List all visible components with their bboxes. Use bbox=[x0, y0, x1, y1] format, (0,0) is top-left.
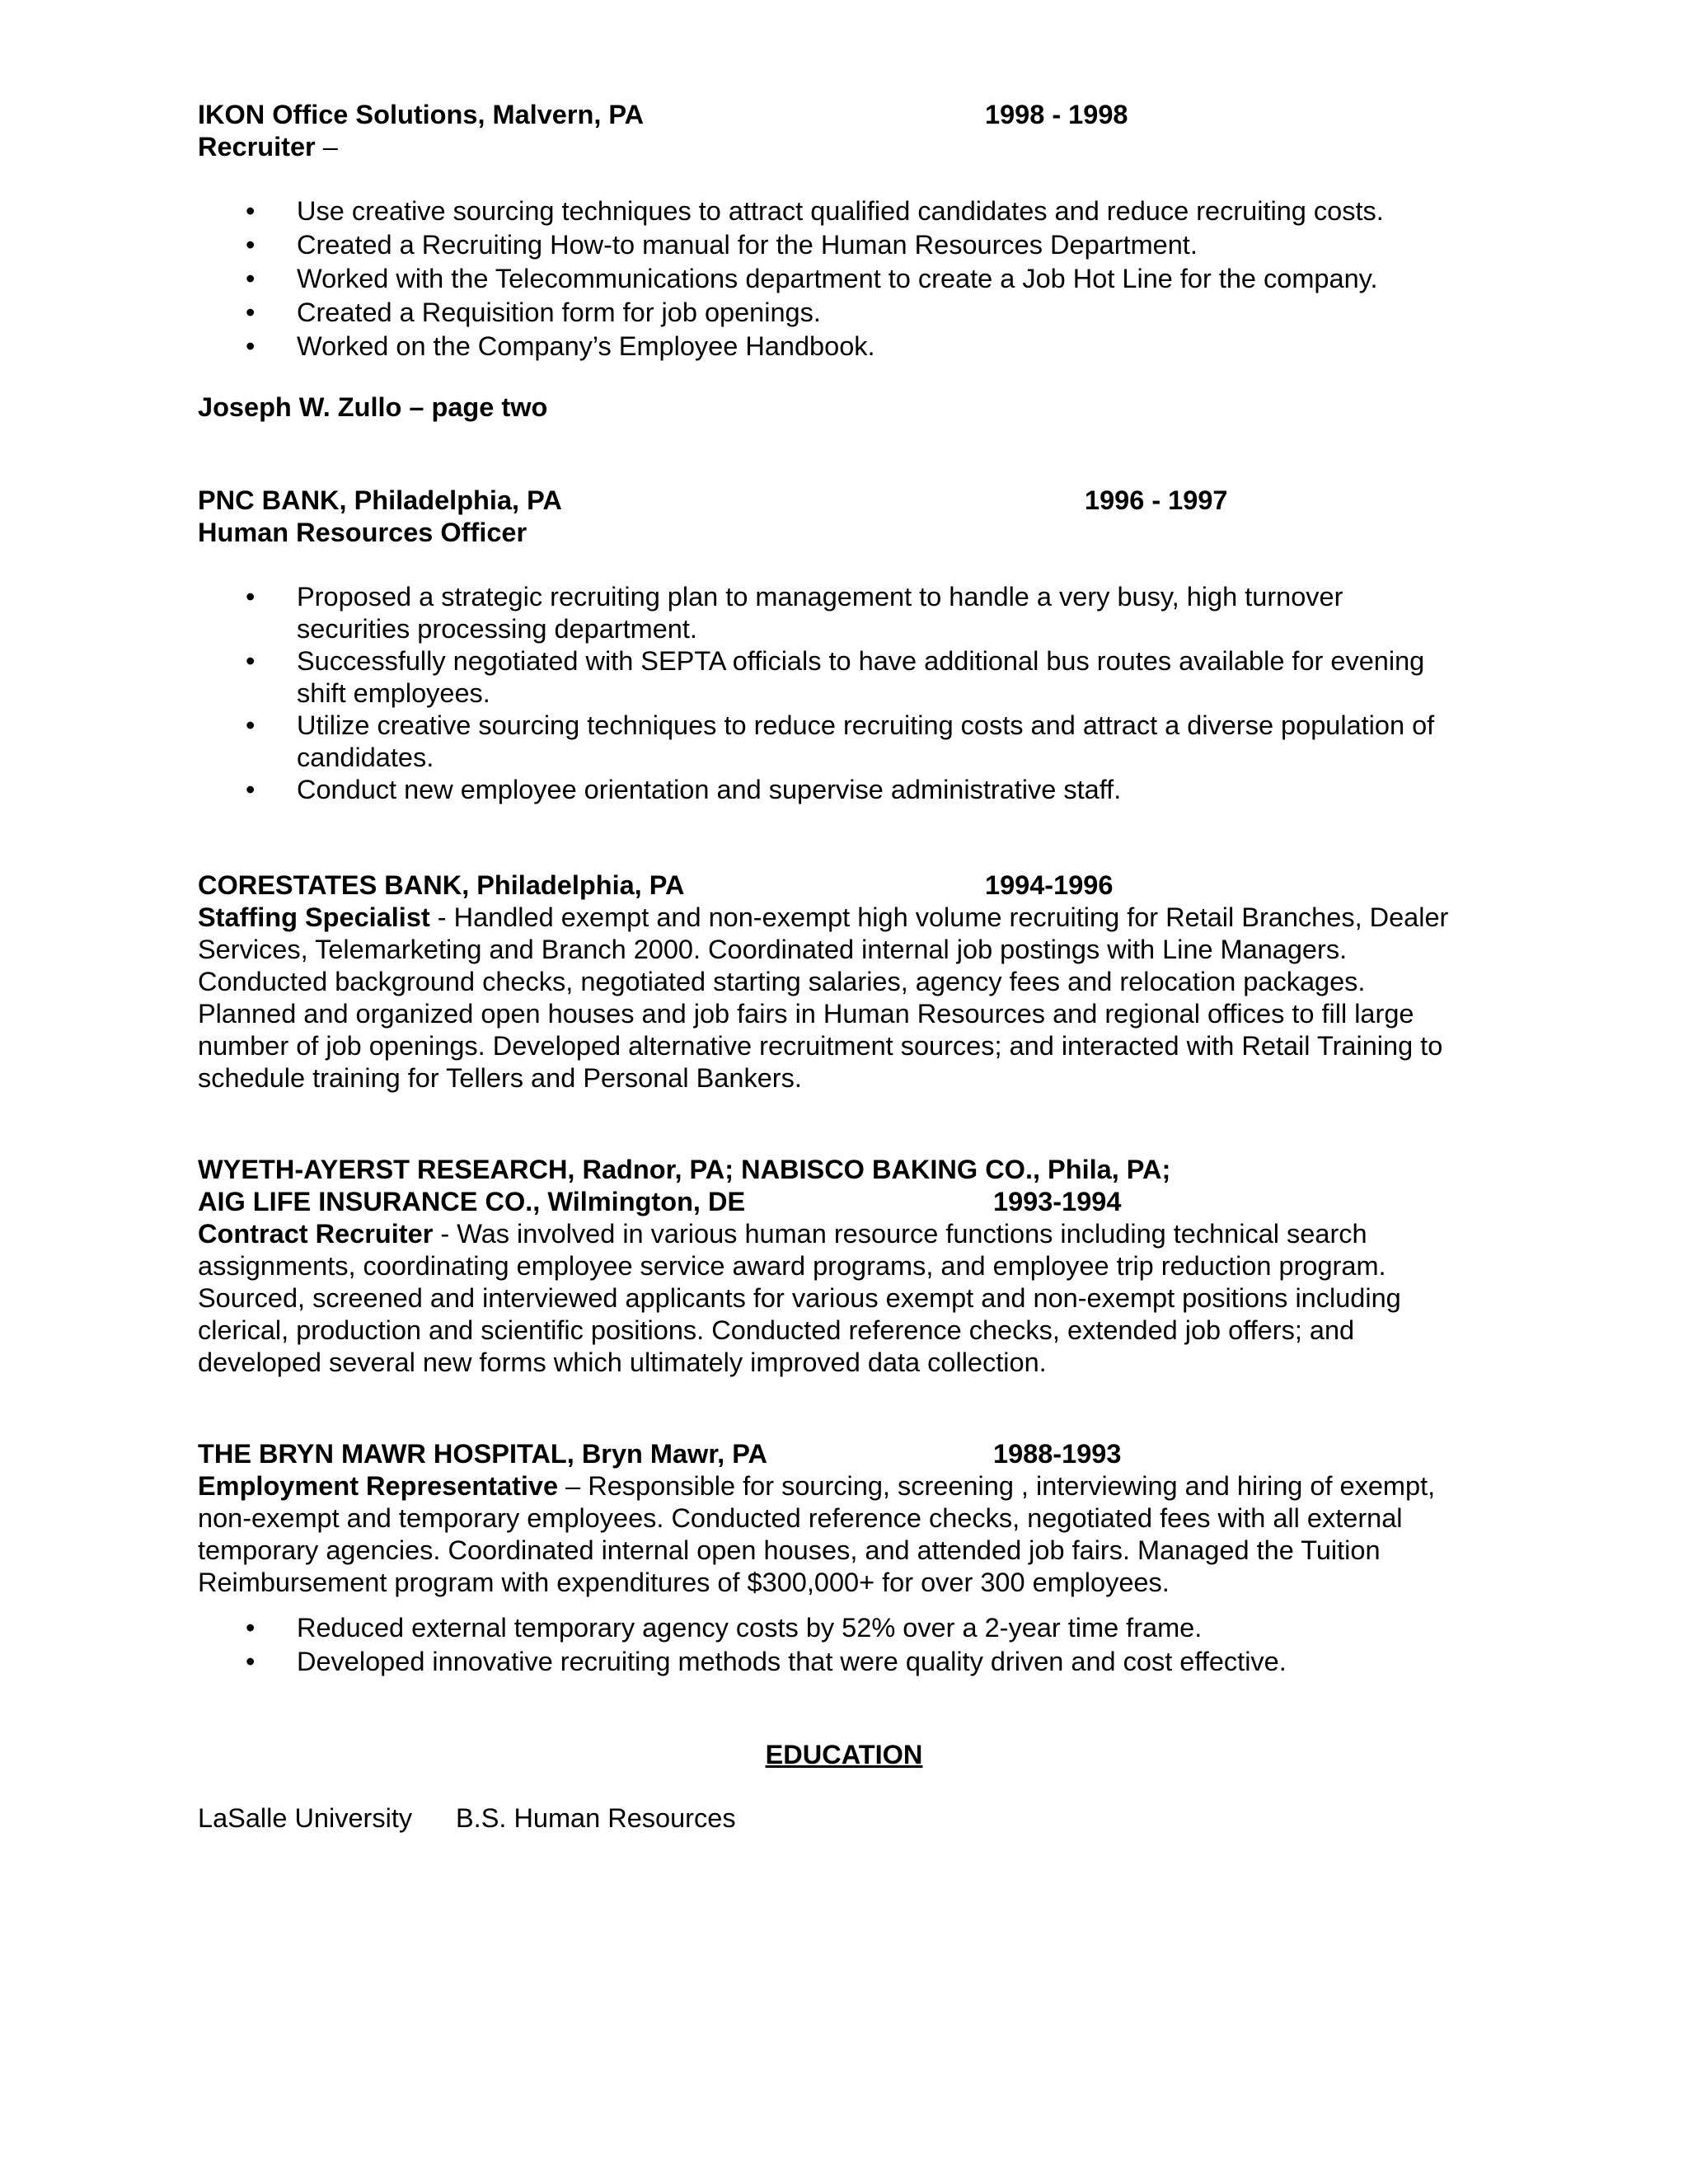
list-item: • Proposed a strategic recruiting plan to management to handle a very busy, high turnover securities processing department. bbox=[246, 582, 1343, 644]
bullet-icon: • bbox=[246, 710, 256, 740]
brynmawr-company: THE BRYN MAWR HOSPITAL, Bryn Mawr, PA bbox=[198, 1439, 767, 1469]
pnc-dates: 1996 - 1997 bbox=[1085, 485, 1228, 515]
list-item: • Conduct new employee orientation and supervise administrative staff. bbox=[246, 775, 1122, 804]
contract-title: Contract Recruiter bbox=[198, 1219, 434, 1249]
brynmawr-dates: 1988-1993 bbox=[993, 1439, 1122, 1469]
education-entry bbox=[198, 1802, 1500, 1835]
pnc-company: PNC BANK, Philadelphia, PA bbox=[198, 485, 562, 515]
bullet-icon: • bbox=[246, 264, 256, 293]
ikon-dates: 1998 - 1998 bbox=[985, 100, 1128, 129]
list-item: • Developed innovative recruiting methods that were quality driven and cost effective. bbox=[246, 1647, 1287, 1676]
list-item: • Reduced external temporary agency costs by 52% over a 2-year time frame. bbox=[246, 1613, 1203, 1643]
bullet-icon: • bbox=[246, 1647, 256, 1676]
pnc-bullets bbox=[198, 581, 1500, 806]
pnc-title: Human Resources Officer bbox=[198, 518, 528, 547]
ikon-title: Recruiter bbox=[198, 132, 316, 162]
list-item: • Successfully negotiated with SEPTA officials to have additional bus routes available for evening shift employees. bbox=[246, 646, 1425, 708]
list-item: • Use creative sourcing techniques to attract qualified candidates and reduce recruiting costs. bbox=[246, 196, 1384, 226]
bullet-icon: • bbox=[246, 1613, 256, 1643]
brynmawr-title: Employment Representative bbox=[198, 1471, 559, 1501]
page-title: Joseph W. Zullo – page two bbox=[198, 392, 548, 422]
brynmawr-section: THE BRYN MAWR HOSPITAL, Bryn Mawr, PA 1988-1993 Employment Representative – Responsible for sourcing, screening , interviewing and hiring of exempt, non-exempt and temporary employees. Conducted reference checks, negotiated fees with all external temporary agencies. Coordinated internal open houses, and attended job fairs. Managed the Tuition Reimbursement program with expenditures of $300,000+ for over 300 employees. bbox=[198, 1439, 1436, 1597]
contract-dates: 1993-1994 bbox=[993, 1187, 1122, 1216]
corestates-title: Staffing Specialist bbox=[198, 902, 430, 932]
list-item: • Created a Recruiting How-to manual for the Human Resources Department. bbox=[246, 230, 1198, 260]
corestates-section: CORESTATES BANK, Philadelphia, PA 1994-1996 Staffing Specialist - Handled exempt and non-exempt high volume recruiting for Retail Branches, Dealer Services, Telemarketing and Branch 2000. Coordinated internal job postings with Line Managers. Conducted background checks, negotiated starting salaries, agency fees and relocation packages. Planned and organized open houses and job fairs in Human Resources and regional offices to fill large number of job openings. Developed alternative recruitment sources; and interacted with Retail Training to schedule training for Tellers and Personal Bankers. bbox=[198, 870, 1449, 1093]
ikon-bullets bbox=[198, 195, 1500, 363]
corestates-dates: 1994-1996 bbox=[985, 870, 1114, 900]
ikon-title-suffix: – bbox=[315, 132, 338, 162]
corestates-company: CORESTATES BANK, Philadelphia, PA bbox=[198, 870, 685, 900]
bullet-icon: • bbox=[246, 196, 256, 226]
list-item: • Utilize creative sourcing techniques to reduce recruiting costs and attract a diverse population of candidates. bbox=[246, 710, 1435, 772]
bullet-icon: • bbox=[246, 331, 256, 361]
bullet-icon: • bbox=[246, 298, 256, 327]
contract-companies-1: WYETH-AYERST RESEARCH, Radnor, PA; NABISCO BAKING CO., Phila, PA; bbox=[198, 1155, 1171, 1184]
contract-section: WYETH-AYERST RESEARCH, Radnor, PA; NABISCO BAKING CO., Phila, PA; AIG LIFE INSURANCE CO., Wilmington, DE 1993-1994 Contract Recruiter - Was involved in various human resource functions including technical search assignments, coordinating employee service award programs, and employee trip reduction program. Sourced, screened and interviewed applicants for various exempt and non-exempt positions including clerical, production and scientific positions. Conducted reference checks, extended job offers; and developed several new forms which ultimately improved data collection. bbox=[198, 1155, 1401, 1377]
pnc-header bbox=[198, 485, 1500, 549]
list-item: • Worked with the Telecommunications department to create a Job Hot Line for the company. bbox=[246, 264, 1378, 293]
ikon-company: IKON Office Solutions, Malvern, PA bbox=[198, 100, 645, 129]
bullet-icon: • bbox=[246, 775, 256, 804]
education-degree: B.S. Human Resources bbox=[456, 1803, 736, 1833]
bullet-icon: • bbox=[246, 646, 256, 676]
contract-companies-2: AIG LIFE INSURANCE CO., Wilmington, DE bbox=[198, 1187, 746, 1216]
education-heading: EDUCATION bbox=[765, 1740, 923, 1769]
bullet-icon: • bbox=[246, 582, 256, 612]
brynmawr-bullets bbox=[198, 1612, 1500, 1678]
bullet-icon: • bbox=[246, 230, 256, 260]
ikon-header bbox=[198, 99, 1500, 163]
list-item: • Created a Requisition form for job openings. bbox=[246, 298, 821, 327]
list-item: • Worked on the Company’s Employee Handbook. bbox=[246, 331, 875, 361]
education-school: LaSalle University bbox=[198, 1803, 413, 1833]
